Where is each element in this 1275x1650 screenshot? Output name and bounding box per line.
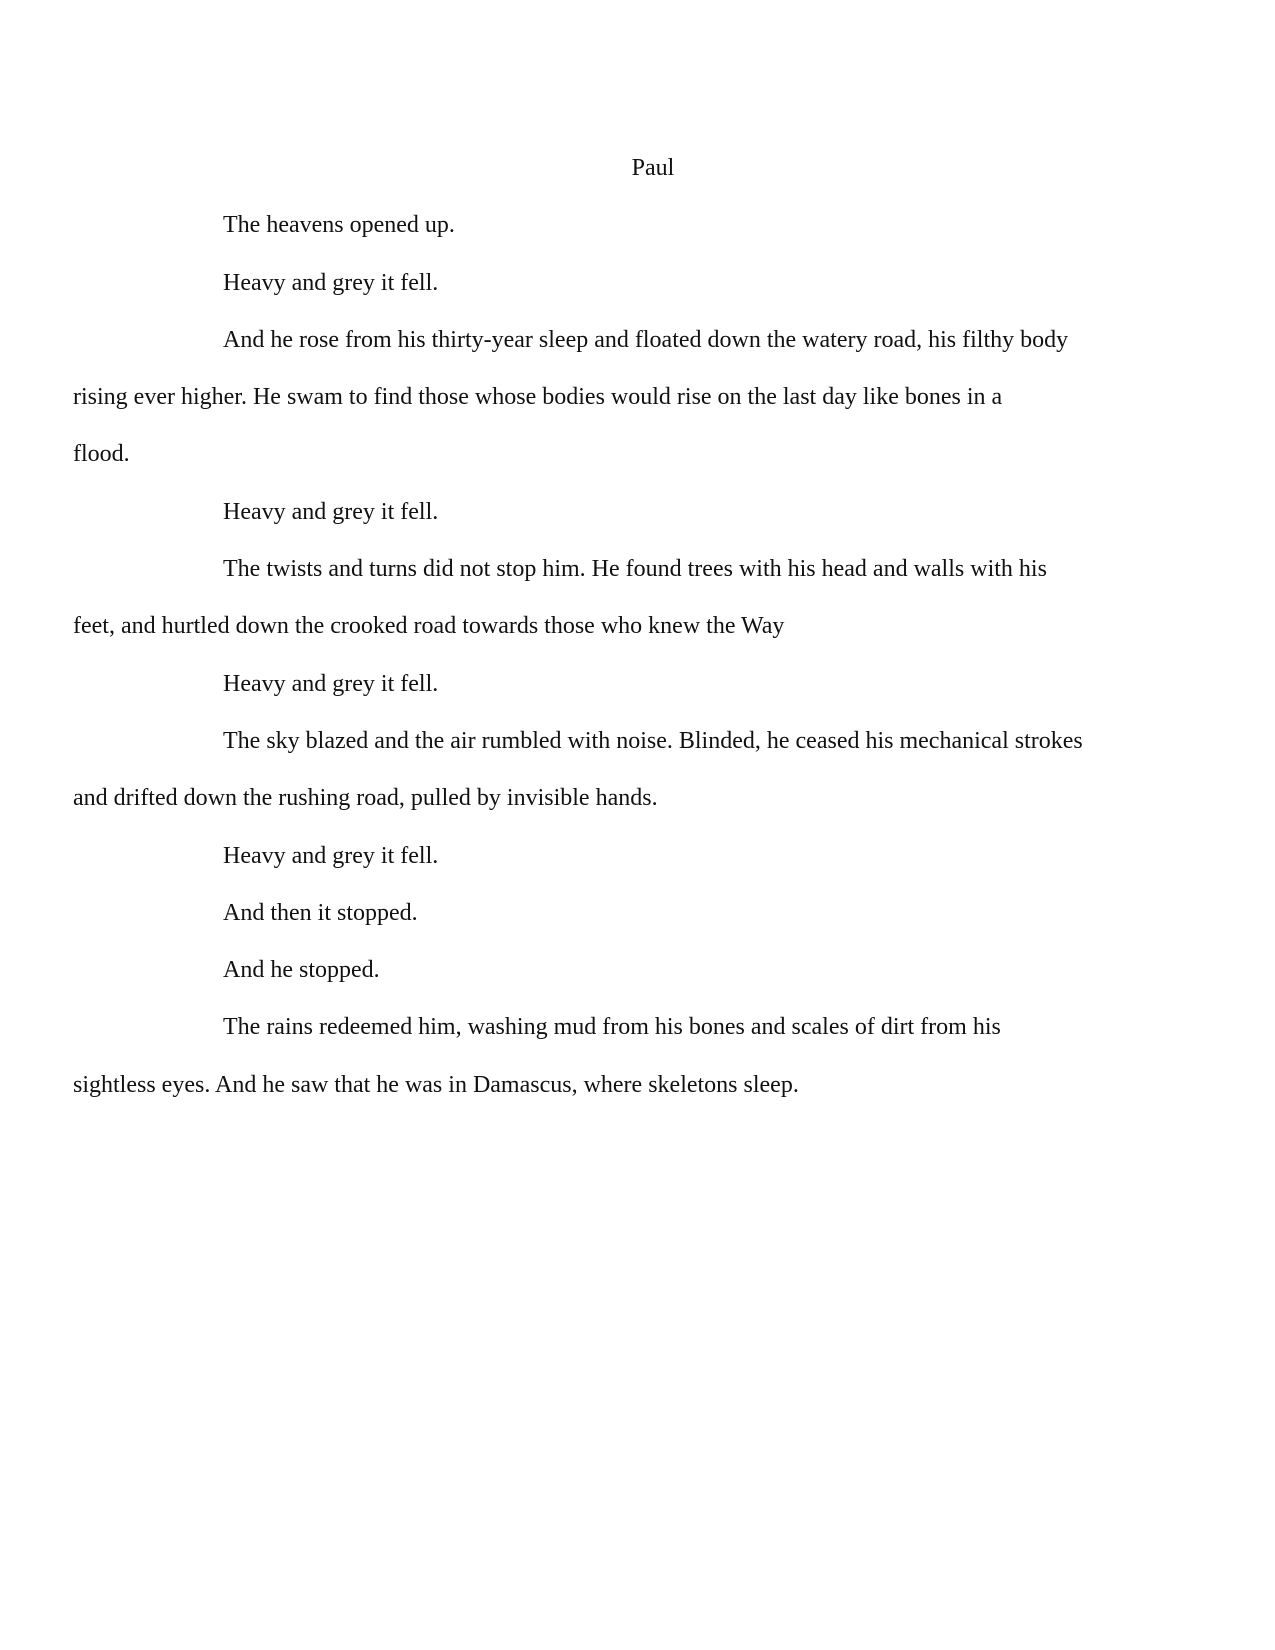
paragraph-7 [73,713,1128,828]
document-title: Paul [631,155,675,181]
document-body [73,140,1128,1114]
paragraph-5 [73,541,1128,656]
paragraph-line: Heavy and grey it fell. [223,670,439,697]
paragraph-9 [148,885,1128,942]
paragraph-10 [148,942,1128,999]
paragraph-line: The twists and turns did not stop him. He found trees with his head and walls with his [223,556,1047,583]
paragraph-line: and drifted down the rushing road, pulled by invisible hands. [73,785,658,812]
paragraph-line: Heavy and grey it fell. [223,269,439,296]
paragraph-line: feet, and hurtled down the crooked road towards those who knew the Way [73,613,785,640]
paragraph-8 [148,828,1128,885]
paragraph-1 [148,197,1128,254]
paragraph-2 [148,255,1128,312]
paragraph-6 [148,656,1128,713]
paragraph-11 [73,999,1128,1114]
paragraph-line: Heavy and grey it fell. [223,842,439,869]
paragraph-line: rising ever higher. He swam to find those whose bodies would rise on the last day like bones in a [73,384,1003,411]
paragraph-line: The rains redeemed him, washing mud from his bones and scales of dirt from his [223,1014,1001,1041]
paragraph-line: sightless eyes. And he saw that he was in Damascus, where skeletons sleep. [73,1071,799,1098]
paragraph-line: flood. [73,441,130,468]
paragraph-line: And then it stopped. [223,899,418,926]
paragraph-line: The heavens opened up. [223,212,455,239]
paragraph-3 [73,312,1128,484]
paragraph-line: Heavy and grey it fell. [223,498,439,525]
paragraph-line: The sky blazed and the air rumbled with noise. Blinded, he ceased his mechanical strokes [223,727,1083,754]
paragraph-4 [148,484,1128,541]
paragraph-line: And he rose from his thirty-year sleep and floated down the watery road, his filthy body [223,326,1069,353]
paragraph-line: And he stopped. [223,957,380,984]
